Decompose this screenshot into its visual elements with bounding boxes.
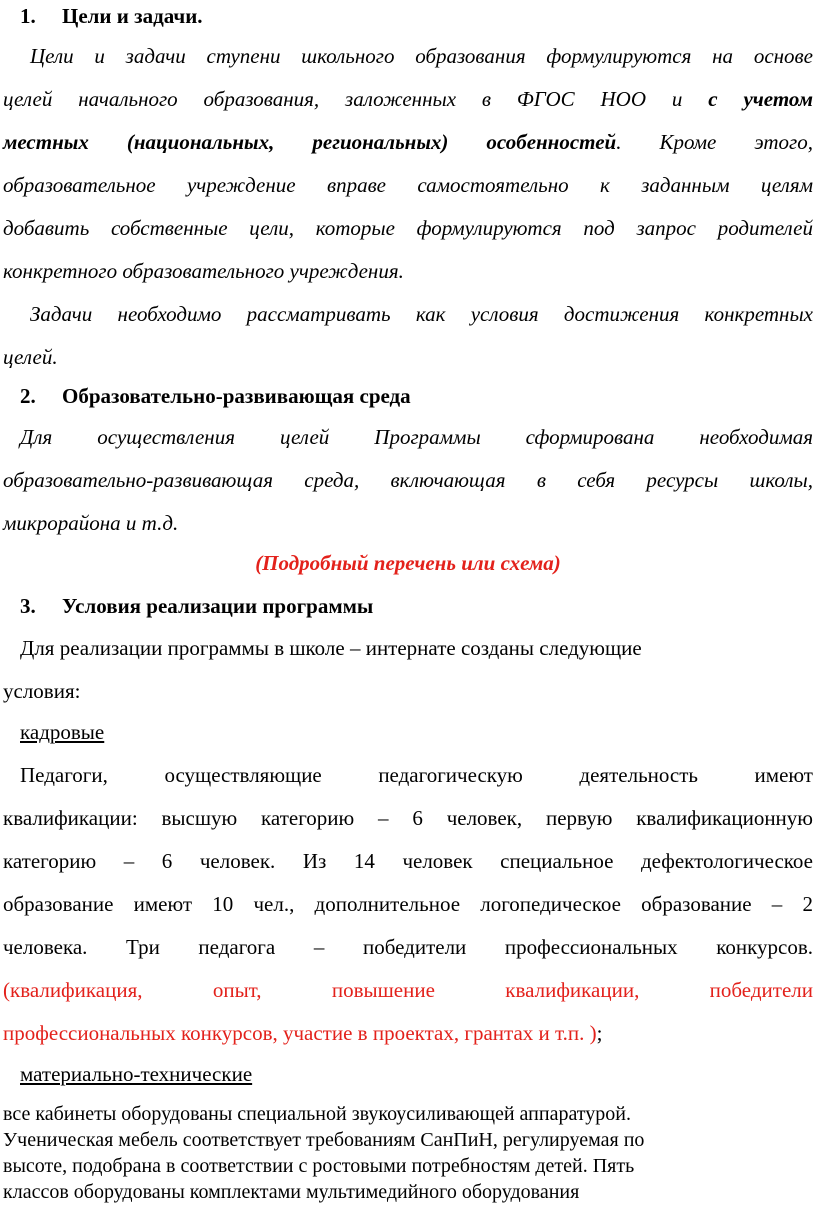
section-1-title: Цели и задачи.	[62, 4, 203, 28]
section-2-title: Образовательно-развивающая среда	[62, 384, 411, 408]
material-line-1: все кабинеты оборудованы специальной звукоусиливающей аппаратурой.	[3, 1103, 631, 1125]
environment-line-2: образовательно-развивающая среда, включающая в себя ресурсы школы,	[3, 468, 813, 492]
staff-line-4: образование имеют 10 чел., дополнительное логопедическое образование – 2	[3, 892, 813, 916]
goals-line-1: Цели и задачи ступени школьного образования формулируются на основе	[30, 44, 813, 68]
material-line-2: Ученическая мебель соответствует требованиям СанПиН, регулируемая по	[3, 1129, 645, 1151]
section-3-title: Условия реализации программы	[62, 594, 374, 618]
conditions-intro-line-2: условия:	[3, 679, 81, 703]
goals-line-2	[3, 87, 813, 112]
goals-line-2-bold: с учетом	[708, 87, 813, 111]
goals-line-3-bold: местных (национальных, региональных) особенностей	[3, 130, 617, 154]
material-heading: материально-технические	[20, 1062, 253, 1086]
staff-line-1: Педагоги, осуществляющие педагогическую деятельность имеют	[20, 763, 813, 787]
goals-line-6: конкретного образовательного учреждения.	[3, 259, 404, 283]
tasks-line-2: целей.	[3, 345, 58, 369]
goals-line-2-text: целей начального образования, заложенных в ФГОС НОО и	[3, 87, 683, 111]
goals-line-3-text: . Кроме этого,	[616, 130, 813, 154]
environment-note: (Подробный перечень или схема)	[255, 551, 561, 575]
section-1-number: 1.	[20, 4, 36, 28]
staff-line-5: человека. Три педагога – победители профессиональных конкурсов.	[3, 935, 813, 959]
section-3-number: 3.	[20, 594, 36, 618]
staff-line-2: квалификации: высшую категорию – 6 человек, первую квалификационную	[3, 806, 813, 830]
section-2-heading	[20, 384, 411, 409]
material-line-4: классов оборудованы комплектами мультимедийного оборудования	[3, 1181, 580, 1203]
goals-line-3	[3, 130, 813, 155]
environment-line-1: Для осуществления целей Программы сформирована необходимая	[20, 425, 813, 449]
tasks-line-1: Задачи необходимо рассматривать как условия достижения конкретных	[30, 302, 813, 326]
staff-note-line-2-text: профессиональных конкурсов, участие в проектах, грантах и т.п. )	[3, 1021, 597, 1045]
section-1-heading	[20, 4, 203, 29]
environment-line-3: микрорайона и т.д.	[3, 511, 179, 535]
staff-note-line-1: (квалификация, опыт, повышение квалификации, победители	[3, 978, 813, 1002]
goals-line-4: образовательное учреждение вправе самостоятельно к заданным целям	[3, 173, 813, 197]
goals-line-5: добавить собственные цели, которые формулируются под запрос родителей	[3, 216, 813, 240]
section-3-heading	[20, 594, 373, 619]
staff-note-line-2-end: ;	[596, 1021, 603, 1045]
section-2-number: 2.	[20, 384, 36, 408]
staff-line-3: категорию – 6 человек. Из 14 человек специальное дефектологическое	[3, 849, 813, 873]
conditions-intro-line-1: Для реализации программы в школе – интернате созданы следующие	[20, 636, 642, 660]
staff-heading: кадровые	[20, 720, 105, 744]
material-line-3: высоте, подобрана в соответствии с ростовыми потребностям детей. Пять	[3, 1155, 635, 1177]
staff-note-line-2	[3, 1021, 602, 1046]
